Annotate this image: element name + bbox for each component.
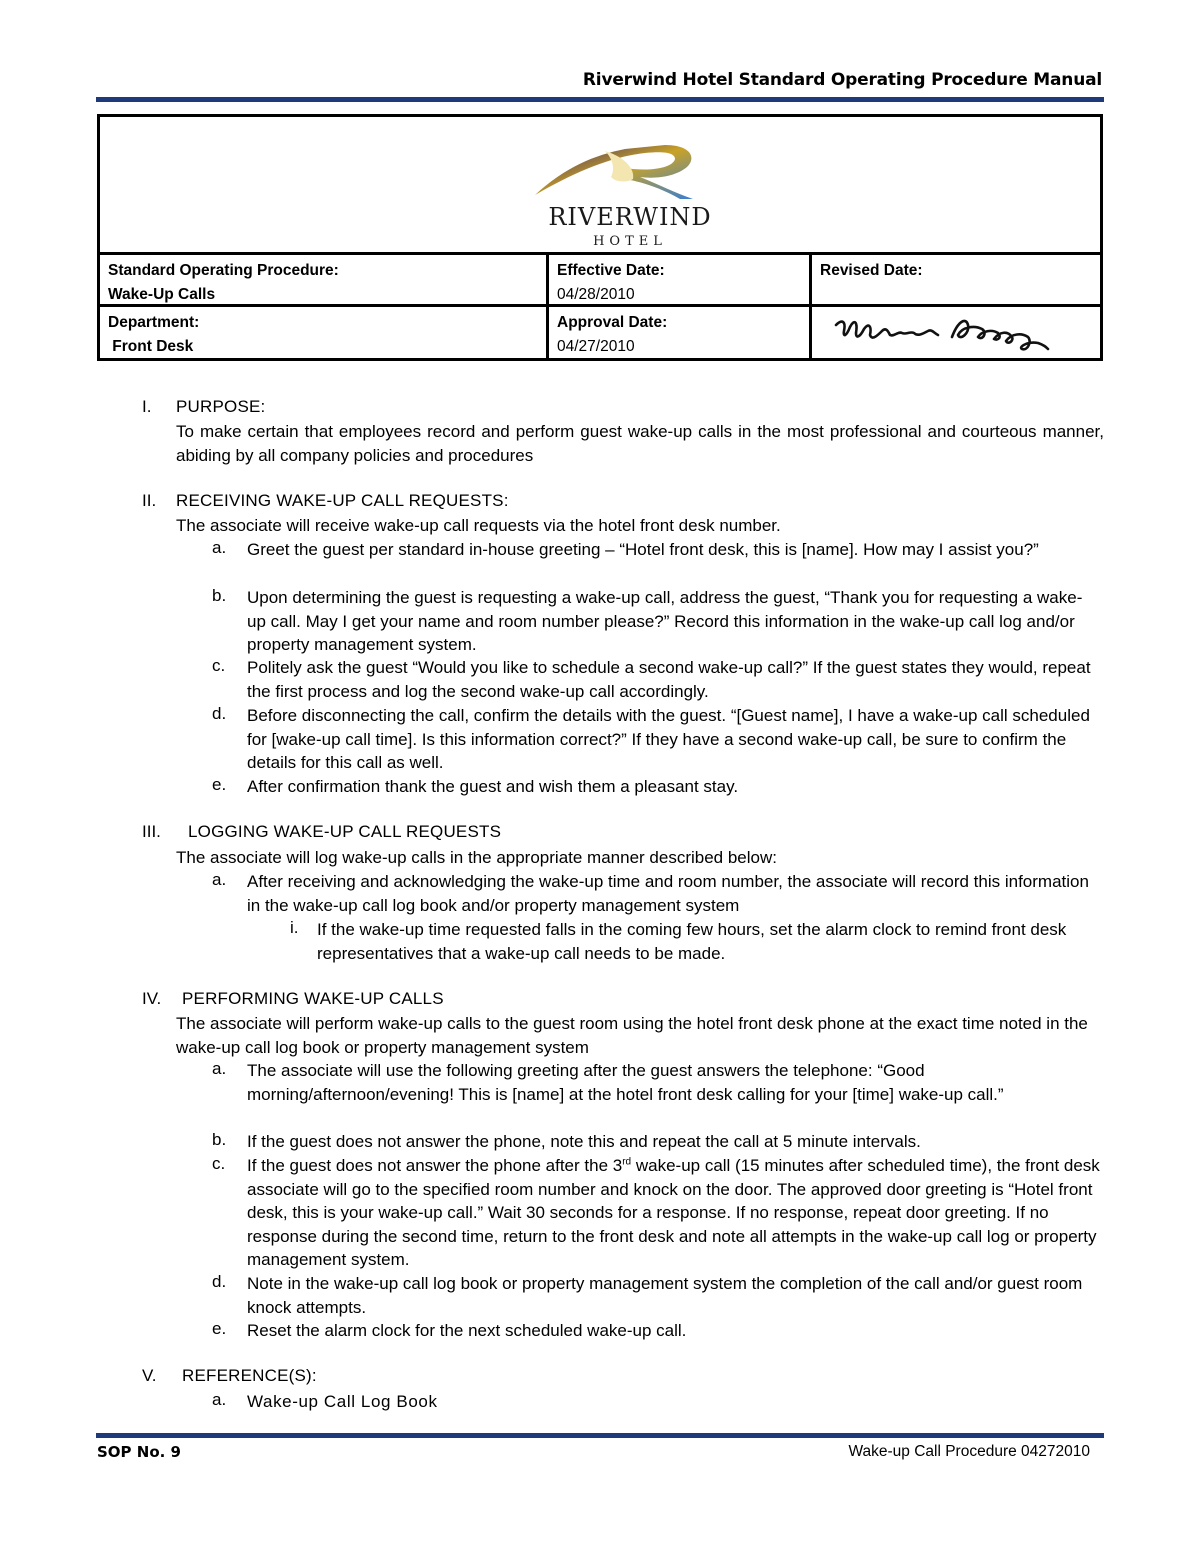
list-item (247, 1154, 1105, 1272)
list-marker: a. (212, 870, 227, 889)
section-number: III. (142, 822, 161, 841)
section-number: II. (142, 491, 157, 510)
approval-date-label: Approval Date: (557, 314, 668, 331)
sop-cell (100, 255, 549, 304)
department-value: Front Desk (108, 338, 194, 355)
logging-intro: The associate will log wake-up calls in the appropriate manner described below: (176, 848, 777, 867)
list-item: Politely ask the guest “Would you like to schedule a second wake-up call?” If the guest states they would, repeat the first process and log the second wake-up call accordingly. (247, 658, 1091, 701)
effective-date-cell (549, 255, 812, 304)
sop-header-table (97, 114, 1103, 361)
department-cell (100, 307, 549, 358)
list-marker: e. (212, 1319, 227, 1338)
receiving-intro: The associate will receive wake-up call requests via the hotel front desk number. (176, 516, 781, 535)
sop-value: Wake-Up Calls (108, 286, 216, 303)
list-marker: b. (212, 1130, 227, 1149)
list-item: If the wake-up time requested falls in the coming few hours, set the alarm clock to remind front desk representatives that a wake-up call needs to be made. (317, 920, 1067, 963)
info-row-2 (100, 307, 1100, 358)
section-title-references: REFERENCE(S): (182, 1366, 317, 1385)
section-title-receiving: RECEIVING WAKE-UP CALL REQUESTS: (176, 491, 509, 510)
item-text-post: wake-up call (15 minutes after scheduled time), the front desk associate will go to the specified room number and knock on the door. The approved door greeting is “Hotel front desk, this is your wake-up call.” Wait 30 seconds for a response. If no response, repeat door greeting. If no response during the second time, return to the front desk and note all attempts in the wake-up call log or property management system. (247, 1156, 1100, 1269)
item-text-pre: If the guest does not answer the phone after the 3 (247, 1156, 623, 1175)
manual-title: Riverwind Hotel Standard Operating Procedure Manual (582, 70, 1102, 90)
list-item: Note in the wake-up call log book or property management system the completion of the call and/or guest room knock attempts. (247, 1274, 1083, 1317)
list-marker: a. (212, 538, 227, 557)
footer-rule (96, 1433, 1104, 1438)
list-marker: e. (212, 775, 227, 794)
list-item: Before disconnecting the call, confirm the details with the guest. “[Guest name], I have a wake-up call scheduled for [wake-up call time]. Is this information correct?” If they have a second wake-up call, be sure to confirm the details for this call as well. (247, 706, 1090, 772)
list-marker: c. (212, 656, 226, 675)
section-number: I. (142, 397, 152, 416)
section-title-logging: LOGGING WAKE-UP CALL REQUESTS (188, 822, 502, 841)
list-item: After receiving and acknowledging the wake-up time and room number, the associate will record this information in the wake-up call log book and/or property management system (247, 872, 1089, 915)
list-marker: b. (212, 586, 227, 605)
ordinal-suffix: rd (622, 1156, 632, 1168)
performing-intro: The associate will perform wake-up calls to the guest room using the hotel front desk phone at the exact time noted in the wake-up call log book or property management system (176, 1014, 1088, 1057)
logo-area (100, 117, 1100, 255)
purpose-text: To make certain that employees record and perform guest wake-up calls in the most professional and courteous manner, abiding by all company policies and procedures (176, 422, 1104, 465)
signature-cell (812, 307, 1100, 358)
list-marker: c. (212, 1154, 226, 1173)
approval-date-cell (549, 307, 812, 358)
list-item: Reset the alarm clock for the next scheduled wake-up call. (247, 1321, 687, 1340)
list-marker: d. (212, 1272, 227, 1291)
list-marker: a. (212, 1390, 227, 1409)
list-item: Upon determining the guest is requesting a wake-up call, address the guest, “Thank you for requesting a wake-up call. May I get your name and room number please?” Record this information in the wake-up call log and/or property management system. (247, 588, 1083, 654)
approval-date-value: 04/27/2010 (557, 338, 635, 355)
approval-signature (832, 311, 1052, 355)
logo-wordmark: RIVERWIND (548, 203, 712, 231)
section-number: V. (142, 1366, 157, 1385)
list-item: After confirmation thank the guest and wish them a pleasant stay. (247, 777, 739, 796)
sop-label: Standard Operating Procedure: (108, 262, 339, 279)
effective-date-value: 04/28/2010 (557, 286, 635, 303)
list-marker: d. (212, 704, 227, 723)
list-item: Greet the guest per standard in-house greeting – “Hotel front desk, this is [name]. How may I assist you?” (247, 540, 1039, 559)
list-marker: a. (212, 1059, 227, 1078)
header-rule (96, 97, 1104, 102)
list-item: If the guest does not answer the phone, note this and repeat the call at 5 minute intervals. (247, 1132, 921, 1151)
effective-date-label: Effective Date: (557, 262, 665, 279)
list-item: Wake-up Call Log Book (247, 1392, 438, 1411)
section-title-purpose: PURPOSE: (176, 397, 266, 416)
department-label: Department: (108, 314, 200, 331)
logo-subtext: HOTEL (593, 234, 667, 249)
list-item: The associate will use the following greeting after the guest answers the telephone: “Good morning/afternoon/evening! This is [name] at the hotel front desk calling for your [time] wake-up call.” (247, 1061, 1004, 1104)
revised-date-cell (812, 255, 1100, 304)
info-row-1 (100, 255, 1100, 307)
riverwind-hotel-logo (515, 127, 745, 252)
list-marker: i. (290, 918, 299, 937)
revised-date-label: Revised Date: (820, 262, 923, 279)
section-number: IV. (142, 989, 162, 1008)
section-title-performing: PERFORMING WAKE-UP CALLS (182, 989, 444, 1008)
sop-number: SOP No. 9 (97, 1443, 181, 1461)
document-reference: Wake-up Call Procedure 04272010 (848, 1443, 1090, 1460)
